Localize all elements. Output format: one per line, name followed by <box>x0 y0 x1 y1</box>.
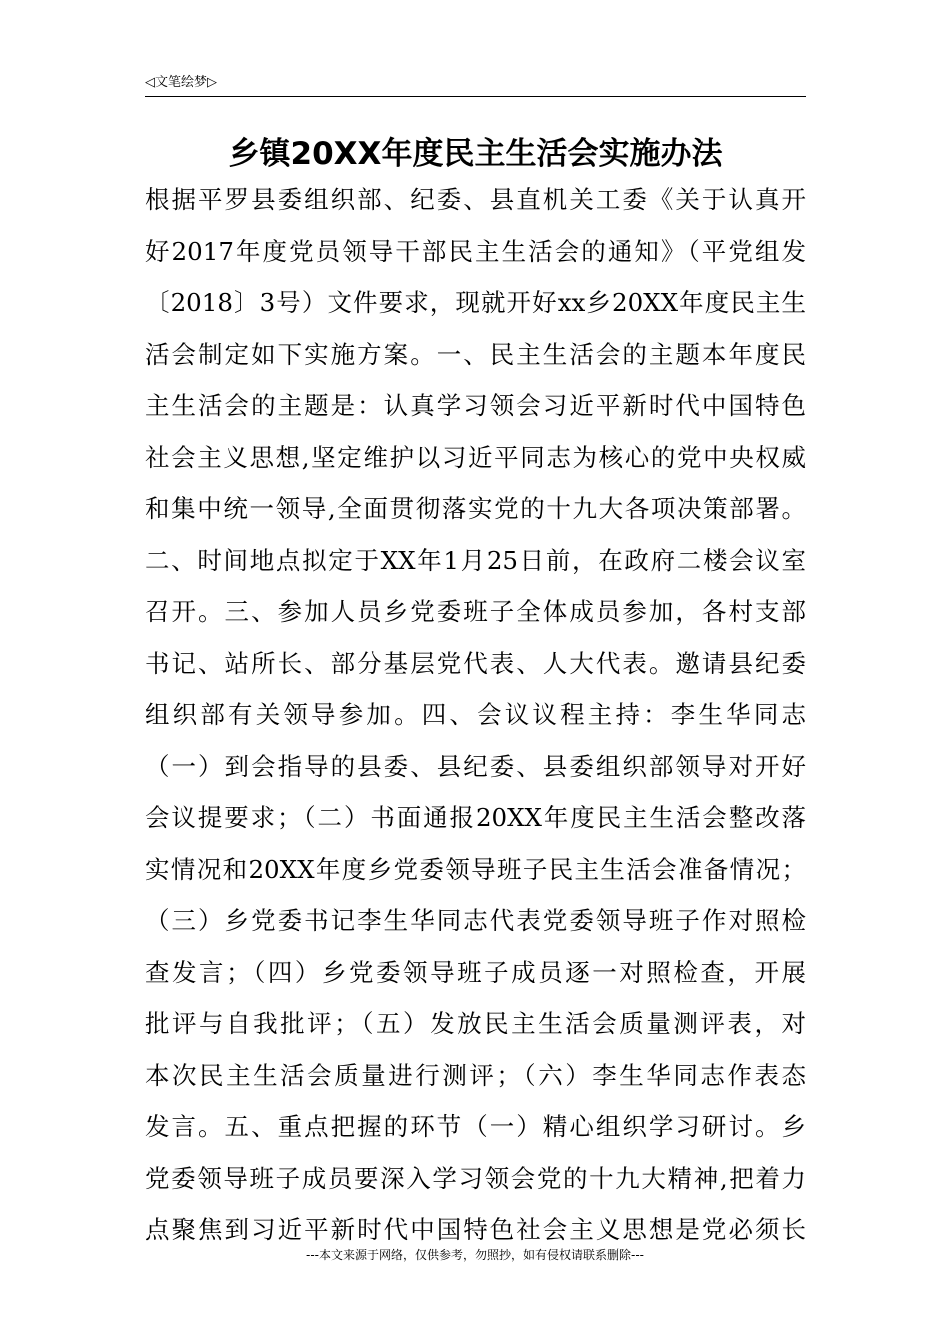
body-line: 会议提要求；（二）书面通报20XX年度民主生活会整改落 <box>145 803 806 832</box>
body-line: 召开。三、参加人员乡党委班子全体成员参加，各村支部 <box>145 597 806 626</box>
body-line: 点聚焦到习近平新时代中国特色社会主义思想是党必须长 <box>145 1215 806 1244</box>
body-line: （三）乡党委书记李生华同志代表党委领导班子作对照检 <box>145 906 806 935</box>
body-line: 二、时间地点拟定于XX年1月25日前，在政府二楼会议室 <box>145 545 806 575</box>
body-line: 根据平罗县委组织部、纪委、县直机关工委《关于认真开 <box>145 185 806 214</box>
body-line: 组织部有关领导参加。四、会议议程主持：李生华同志 <box>145 700 806 729</box>
footer-disclaimer: ---本文来源于网络，仅供参考，勿照抄，如有侵权请联系删除--- <box>306 1248 644 1262</box>
header-divider <box>145 96 806 97</box>
body-line: 书记、站所长、部分基层党代表、人大代表。邀请县纪委 <box>145 648 806 678</box>
body-line: 查发言；（四）乡党委领导班子成员逐一对照检查，开展 <box>145 957 806 987</box>
body-line: 和集中统一领导,全面贯彻落实党的十九大各项决策部署。 <box>145 494 806 523</box>
body-line: 好2017年度党员领导干部民主生活会的通知》（平党组发 <box>145 236 806 266</box>
body-line: 党委领导班子成员要深入学习领会党的十九大精神,把着力 <box>145 1163 806 1193</box>
header-label: ◁文笔绘梦▷ <box>145 75 217 90</box>
body-line: 本次民主生活会质量进行测评；（六）李生华同志作表态 <box>145 1060 806 1090</box>
body-line: 发言。五、重点把握的环节（一）精心组织学习研讨。乡 <box>145 1112 806 1141</box>
body-line: 实情况和20XX年度乡党委领导班子民主生活会准备情况； <box>145 854 806 884</box>
body-line: 〔2018〕3号）文件要求，现就开好xx乡20XX年度民主生 <box>145 288 806 317</box>
body-line: （一）到会指导的县委、县纪委、县委组织部领导对开好 <box>145 751 806 781</box>
body-line: 主生活会的主题是：认真学习领会习近平新时代中国特色 <box>145 391 806 420</box>
document-title: 乡镇20XX年度民主生活会实施办法 <box>228 136 723 172</box>
body-line: 社会主义思想,坚定维护以习近平同志为核心的党中央权威 <box>145 442 806 472</box>
document-body <box>145 174 806 1256</box>
body-line: 批评与自我批评；（五）发放民主生活会质量测评表，对 <box>145 1009 806 1038</box>
body-line: 活会制定如下实施方案。一、民主生活会的主题本年度民 <box>145 339 806 369</box>
